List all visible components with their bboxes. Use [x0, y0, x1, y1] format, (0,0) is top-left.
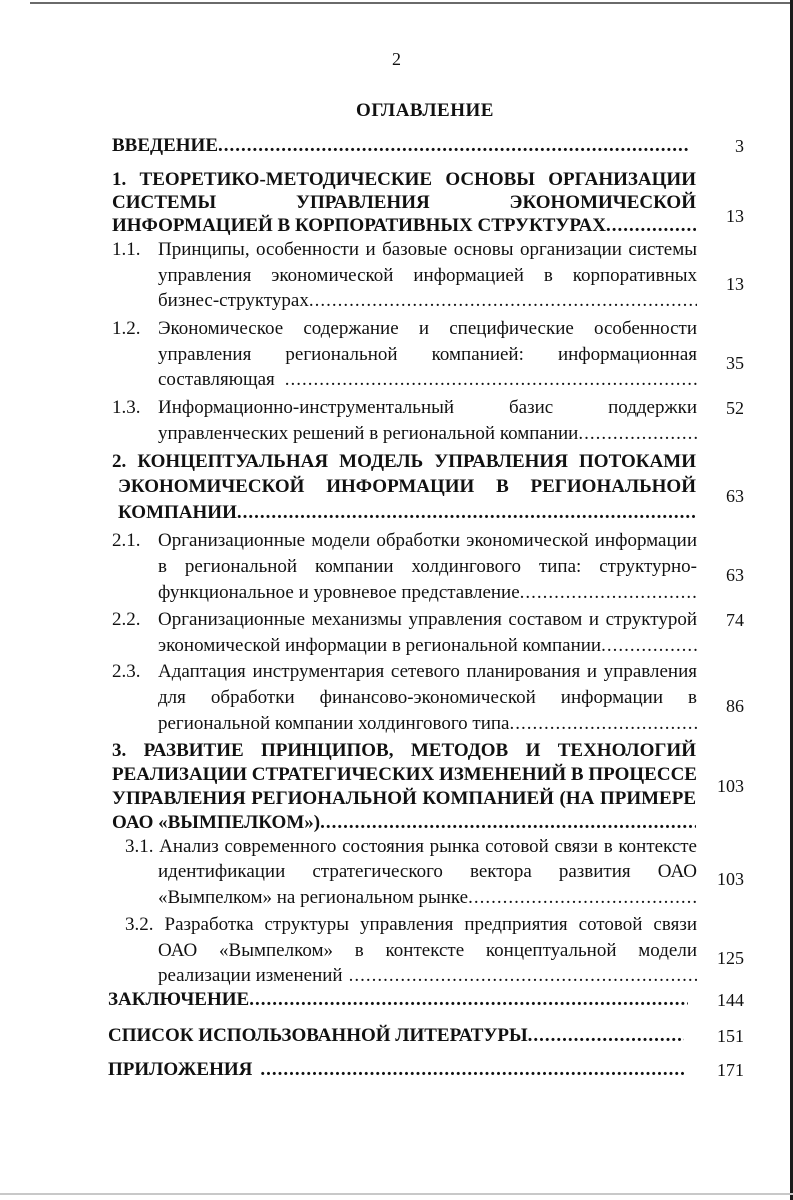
dot-leader	[320, 810, 696, 836]
dot-leader	[578, 421, 697, 447]
page-ref: 103	[717, 869, 744, 889]
page-ref: 52	[726, 398, 744, 418]
section-number: 2.3.	[112, 661, 141, 682]
section-title-line: бизнес-структурах	[158, 290, 309, 311]
dot-leader	[249, 987, 688, 1013]
section-number: 1.1.	[112, 239, 141, 260]
dot-leader	[349, 963, 697, 989]
chapter-title-line: СИСТЕМЫ УПРАВЛЕНИЯ ЭКОНОМИЧЕСКОЙ	[112, 192, 696, 213]
page-bottom-edge	[0, 1193, 793, 1195]
chapter-title-line: КОМПАНИИ	[118, 502, 237, 523]
dot-leader	[510, 711, 698, 737]
section-title-line: Адаптация инструментария сетевого планирования и управления	[158, 661, 697, 682]
dot-leader	[528, 1023, 684, 1049]
chapter-title-line: РЕАЛИЗАЦИИ СТРАТЕГИЧЕСКИХ ИЗМЕНЕНИЙ В ПРОЦЕССЕ	[112, 764, 697, 785]
page-ref: 144	[717, 990, 744, 1010]
section-title-line: составляющая	[158, 369, 275, 390]
chapter-title-line: ОАО «ВЫМПЕЛКОМ»)	[112, 812, 321, 833]
section-title-line: «Вымпелком» на региональном рынке	[158, 887, 469, 908]
section-number: 1.3.	[112, 397, 141, 418]
section-title-line: реализации изменений	[158, 965, 343, 986]
section-title-line: Организационные модели обработки экономической информации	[158, 530, 697, 551]
section-title-line: управления региональной компанией: информационная	[158, 344, 697, 365]
section-title-line: функциональное и уровневое представление	[158, 582, 520, 603]
page-ref: 63	[726, 565, 744, 585]
section-title-line: 3.1. Анализ современного состояния рынка сотовой связи в контексте	[125, 836, 697, 857]
dot-leader	[606, 213, 696, 239]
entry-label: ВВЕДЕНИЕ	[112, 135, 218, 156]
dot-leader	[520, 580, 697, 606]
page-ref: 13	[726, 206, 744, 226]
dot-leader	[285, 367, 697, 393]
section-title-line: Организационные механизмы управления составом и структурой	[158, 609, 697, 630]
section-title-line: в региональной компании холдингового типа: структурно-	[158, 556, 697, 577]
section-number: 1.2.	[112, 318, 141, 339]
page-ref: 171	[717, 1060, 744, 1080]
dot-leader	[218, 133, 690, 159]
page-ref: 3	[735, 136, 744, 156]
dot-leader	[260, 1057, 684, 1083]
chapter-title-line: 2. КОНЦЕПТУАЛЬНАЯ МОДЕЛЬ УПРАВЛЕНИЯ ПОТОКАМИ	[112, 451, 696, 472]
page-ref: 35	[726, 353, 744, 373]
section-title-line: управления экономической информацией в корпоративных	[158, 265, 697, 286]
page-ref: 125	[717, 948, 744, 968]
page-ref: 13	[726, 274, 744, 294]
section-title-line: 3.2. Разработка структуры управления предприятия сотовой связи	[125, 914, 697, 935]
chapter-title-line: 1. ТЕОРЕТИКО-МЕТОДИЧЕСКИЕ ОСНОВЫ ОРГАНИЗАЦИИ	[112, 169, 696, 190]
page-ref: 74	[726, 610, 744, 630]
dot-leader	[601, 633, 697, 659]
page-ref: 151	[717, 1026, 744, 1046]
page-ref: 63	[726, 486, 744, 506]
dot-leader	[468, 885, 697, 911]
section-title-line: идентификации стратегического вектора развития ОАО	[158, 861, 697, 882]
entry-label: ЗАКЛЮЧЕНИЕ	[108, 989, 250, 1010]
page-ref: 103	[717, 776, 744, 796]
section-title-line: региональной компании холдингового типа	[158, 713, 510, 734]
section-title-line: Экономическое содержание и специфические особенности	[158, 318, 697, 339]
entry-label: СПИСОК ИСПОЛЬЗОВАННОЙ ЛИТЕРАТУРЫ	[108, 1025, 528, 1046]
page-top-edge	[30, 2, 793, 4]
entry-label: ПРИЛОЖЕНИЯ	[108, 1059, 253, 1080]
section-number: 2.1.	[112, 530, 141, 551]
chapter-title-line: ИНФОРМАЦИЕЙ В КОРПОРАТИВНЫХ СТРУКТУРАХ	[112, 215, 606, 236]
toc-title: ОГЛАВЛЕНИЕ	[356, 100, 494, 121]
dot-leader	[237, 500, 696, 526]
chapter-title-line: 3. РАЗВИТИЕ ПРИНЦИПОВ, МЕТОДОВ И ТЕХНОЛОГИЙ	[112, 740, 696, 761]
section-title-line: управленческих решений в региональной компании	[158, 423, 579, 444]
chapter-title-line: ЭКОНОМИЧЕСКОЙ ИНФОРМАЦИИ В РЕГИОНАЛЬНОЙ	[118, 476, 696, 497]
section-title-line: Информационно-инструментальный базис поддержки	[158, 397, 697, 418]
page-number: 2	[392, 49, 401, 69]
page-ref: 86	[726, 696, 744, 716]
section-number: 2.2.	[112, 609, 141, 630]
section-title-line: Принципы, особенности и базовые основы организации системы	[158, 239, 697, 260]
chapter-title-line: УПРАВЛЕНИЯ РЕГИОНАЛЬНОЙ КОМПАНИЕЙ (НА ПРИМЕРЕ	[112, 788, 696, 809]
section-title-line: для обработки финансово-экономической информации в	[158, 687, 697, 708]
section-title-line: ОАО «Вымпелком» в контексте концептуальной модели	[158, 940, 697, 961]
dot-leader	[309, 288, 697, 314]
section-title-line: экономической информации в региональной компании	[158, 635, 602, 656]
